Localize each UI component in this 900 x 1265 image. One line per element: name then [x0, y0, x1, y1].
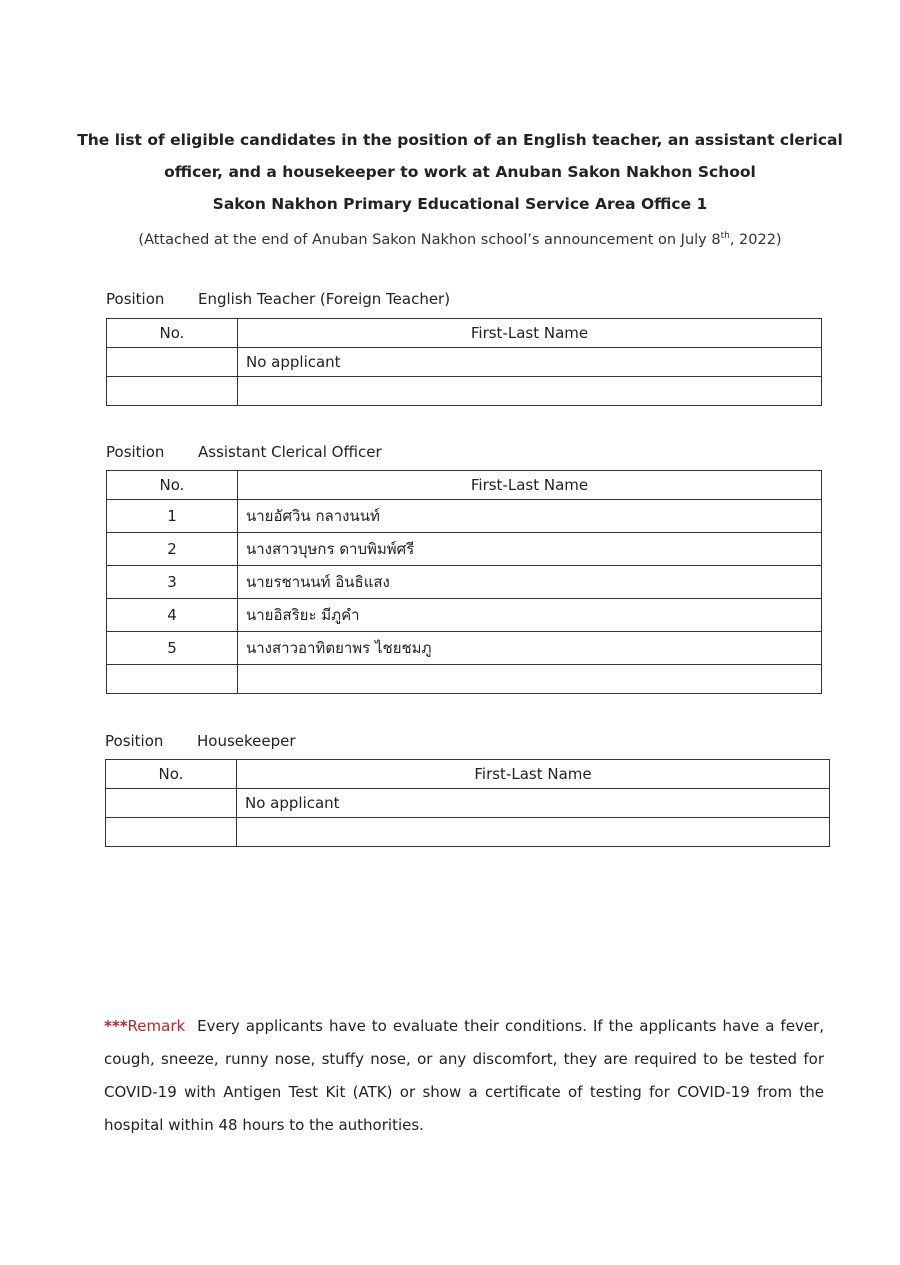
row-name: นางสาวอาทิตยาพร ไชยชมภู: [238, 632, 822, 665]
row-no: [107, 348, 238, 377]
document-header: [60, 124, 860, 256]
row-no: 4: [107, 599, 238, 632]
row-name: No applicant: [238, 348, 822, 377]
column-header-no: No.: [106, 760, 237, 789]
position-title: Assistant Clerical Officer: [198, 443, 382, 461]
row-no: [106, 789, 237, 818]
housekeeper-table: [105, 759, 830, 847]
header-line-4: [60, 220, 860, 256]
header-line-1: The list of eligible candidates in the position of an English teacher, an assistant clerical: [77, 131, 843, 149]
header-line-4-sup: th: [720, 231, 730, 241]
header-line-2: officer, and a housekeeper to work at Anuban Sakon Nakhon School: [164, 163, 756, 181]
position-heading-housekeeper: [105, 732, 296, 750]
row-name: นายอิสริยะ มีภูคำ: [238, 599, 822, 632]
position-heading-english-teacher: [106, 290, 450, 308]
table-row: [107, 632, 822, 665]
assistant-clerical-officer-table: [106, 470, 822, 694]
english-teacher-table: [106, 318, 822, 406]
row-no: 5: [107, 632, 238, 665]
row-name: [238, 665, 822, 694]
remark-stars: ***: [104, 1017, 128, 1035]
row-no: [106, 818, 237, 847]
position-label: Position: [106, 443, 165, 461]
row-name: [237, 818, 830, 847]
table-row: [107, 665, 822, 694]
table-row: [107, 599, 822, 632]
column-header-name: First-Last Name: [238, 471, 822, 500]
row-no: 2: [107, 533, 238, 566]
position-title: English Teacher (Foreign Teacher): [198, 290, 451, 308]
table-row: [107, 566, 822, 599]
header-line-4-text: (Attached at the end of Anuban Sakon Nakhon school’s announcement on July 8: [138, 231, 721, 248]
row-name: [238, 377, 822, 406]
row-no: [107, 665, 238, 694]
row-name: No applicant: [237, 789, 830, 818]
column-header-name: First-Last Name: [237, 760, 830, 789]
row-name: นายรชานนท์ อินธิแสง: [238, 566, 822, 599]
remark-text: Every applicants have to evaluate their conditions. If the applicants have a fever, cough, sneeze, runny nose, stuffy nose, or any discomfort, they are required to be tested for COVID-19 with Antigen Test Kit (ATK) or show a certificate of testing for COVID-19 from the hospital within 48 hours to the authorities.: [104, 1017, 824, 1134]
position-title: Housekeeper: [197, 732, 296, 750]
column-header-no: No.: [107, 471, 238, 500]
position-label: Position: [105, 732, 164, 750]
row-no: 3: [107, 566, 238, 599]
column-header-no: No.: [107, 319, 238, 348]
table-row: [106, 789, 830, 818]
position-label: Position: [106, 290, 165, 308]
table-header-row: [107, 319, 822, 348]
header-line-4-tail: , 2022): [729, 231, 782, 248]
column-header-name: First-Last Name: [238, 319, 822, 348]
table-row: [106, 818, 830, 847]
remark-label: Remark: [127, 1017, 186, 1035]
row-no: 1: [107, 500, 238, 533]
table-row: [107, 500, 822, 533]
table-header-row: [107, 471, 822, 500]
table-row: [107, 533, 822, 566]
row-no: [107, 377, 238, 406]
header-line-3: Sakon Nakhon Primary Educational Service Area Office 1: [212, 195, 708, 213]
remark-paragraph: [104, 1010, 824, 1142]
table-row: [107, 377, 822, 406]
row-name: นายอัศวิน กลางนนท์: [238, 500, 822, 533]
row-name: นางสาวบุษกร ดาบพิมพ์ศรี: [238, 533, 822, 566]
table-row: [107, 348, 822, 377]
position-heading-assistant-clerical-officer: [106, 443, 382, 461]
table-header-row: [106, 760, 830, 789]
